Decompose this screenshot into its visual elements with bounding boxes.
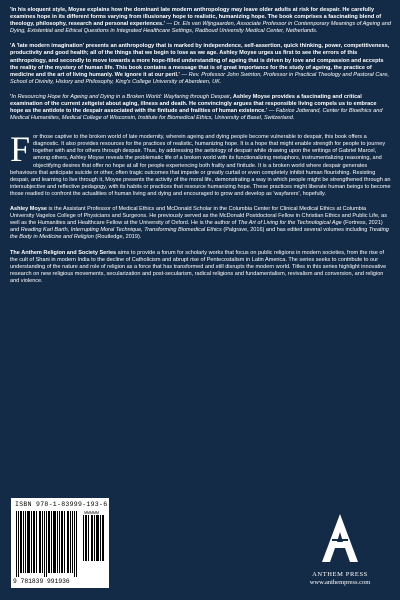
isbn-barcode [11, 498, 109, 588]
endorsement-3 [10, 94, 391, 122]
price-code: 90000 [84, 511, 100, 516]
book-title: The Art of Living for the Technological Age [237, 219, 342, 226]
endorsement-quote: 'In his eloquent style, Moyse explains how the dominant late modern anthropology may leave older adults at risk for despair. He carefully examines hope in its different forms varying from illusionary hope to realistic, humanizing hope. The book comprises a fascinating blend of theology, philosophy, research and personal experiences.' [10, 7, 382, 28]
publisher-name: ANTHEM PRESS [312, 571, 368, 578]
author-name: Ashley Moyse [10, 205, 47, 212]
endorsement-quote: , Ashley Moyse provides a fascinating and critical examination of the current zeitgeist about aging, illness and death. He convincingly argues that responsible living compels us to embrace hope as the antidote to the despair associated with the finitude and frailties of human existence.' [10, 93, 377, 115]
author-bio: Ashley Moyse is the Assistant Professor of Medical Ethics and McDonald Scholar in the Columbia Center for Clinical Medical Ethics at Columbia University Vagelos College of Physicians and Surgeons. He previously served as the McDonald Postdoctoral Fellow in Christian Ethics and Public Life, as well as the Humanities and Healthcare Fellow at the University of Oxford. He is the author of The Art of Living for the Technological Age (Fortress, 2021) and Reading Karl Barth, Interrupting Moral Technique, Transforming Biomedical Ethics (Palgrave, 2016) and has edited several volumes including Treating the Body in Medicine and Religion (Routledge, 2019). [10, 205, 389, 240]
endorsement-2 [10, 43, 391, 86]
series-description [10, 250, 391, 285]
book-title: Reading Karl Barth, Interrupting Moral Technique, Transforming Biomedical Ethics [20, 226, 222, 233]
anthem-press-logo [318, 512, 362, 564]
book-title: Treating the Body in Medicine and Religion [10, 226, 389, 240]
barcode-digits: 9 781839 991936 [13, 578, 70, 585]
series-name: The Anthem Religion and Society Series [10, 249, 117, 256]
endorsement-attribution: — Dr. Els van Wijngaarden, Associate Professor in Contemporary Meanings of Ageing and Dying, Existential and Ethical Questions in Integrated Healthcare Settings, Radboud University Medical Center, Netherlands. [10, 21, 391, 35]
price-barcode-bars [83, 511, 105, 561]
endorsement-attribution: — Fabrice Jotterand, Center for Bioethics and Medical Humanities, Medical College of Wisconsin, Institute for Biomedical Ethics, University of Basel, Switzerland. [10, 108, 383, 122]
ean-barcode-bars [16, 511, 78, 577]
drop-cap: F [10, 129, 31, 170]
barcode-stripes [16, 511, 77, 577]
series-text: aims to provide a forum for scholarly works that focus on public religions in modern societies, from the rise of the cult of Shani in modern India to the decline of Catholicism and abrupt rise of Pentecostalism in Latin America. The series seeks to contribute to our understanding of the nature and role of religion as a force that has transformed and still disrupts the modern world. Titles in this series highlight innovative research on new religious movements, secularization and post-secularism, radical religions and fundamentalism, revivalism and conversion, and religion and violence. [10, 249, 387, 285]
endorsement-quote: 'A 'late modern imagination' presents an anthropology that is marked by independence, self-assertion, quick thinking, power, competitiveness, productivity and good health; all of the things that we begin to lose as we age. Ashley Moyse urges us first to see the errors of this anthropology, and secondly to move towards a more hope-filled understanding of ageing that is driven by love and compassion and accepts the reality of the mystery of human life. This book contains a message that is of great importance for the study of ageing, the practice of medicine and the art of living humanly. We ignore it at our peril.' [10, 43, 390, 78]
publisher-url[interactable]: www.anthempress.com [309, 579, 371, 586]
isbn-label: ISBN 978-1-83999-193-6 [15, 501, 108, 508]
endorsement-quote-open: ' [10, 93, 12, 100]
book-description [10, 129, 391, 197]
endorsement-attribution: — Rev. Professor John Swinton, Professor in Practical Theology and Pastoral Care, School of Divinity, History and Philosophy, King's College University of Aberdeen, UK. [10, 71, 390, 85]
publisher-block [300, 512, 380, 586]
description-text: or those captive to the broken world of late modernity, wherein ageing and dying people become vulnerable to despair, this book offers a diagnostic. It also provides resources for the practices of realistic, humanizing hope. It is a hope that might enable strength for people to journey together with and for others through despair. Thus, by addressing the aetiology of despair while drawing upon the writings of Gabriel Marcel, among others, Ashley Moyse reveals the problematic life of a broken world with its functionalizing metaphors, instrumentalizing reasoning, and objectifying desires that offer no hope at all for people experiencing both frailty and finitude. It is a broken world where despair generates behaviours that anticipate suicide or other, often tragic outcomes that impede or greatly curtail or even completely inhibit human flourishing. Resisting despair, and learning to live through it, Moyse presents the activity of the moral life, demonstrating a way in which people might be strengthened through an intersubjective and reflective pedagogy, with its habits or practices that resource humanizing hope. These practices might liberate human beings to become those readied to confront the actualities of human living and dying and encouraged to grow and develop as 'wayfarers', hopefully. [10, 134, 391, 197]
endorsement-book-title: In Resourcing Hope for Ageing and Dying in a Broken World: Wayfaring through Despair [11, 93, 230, 100]
cover-text [10, 7, 391, 285]
endorsement-1 [10, 7, 391, 35]
